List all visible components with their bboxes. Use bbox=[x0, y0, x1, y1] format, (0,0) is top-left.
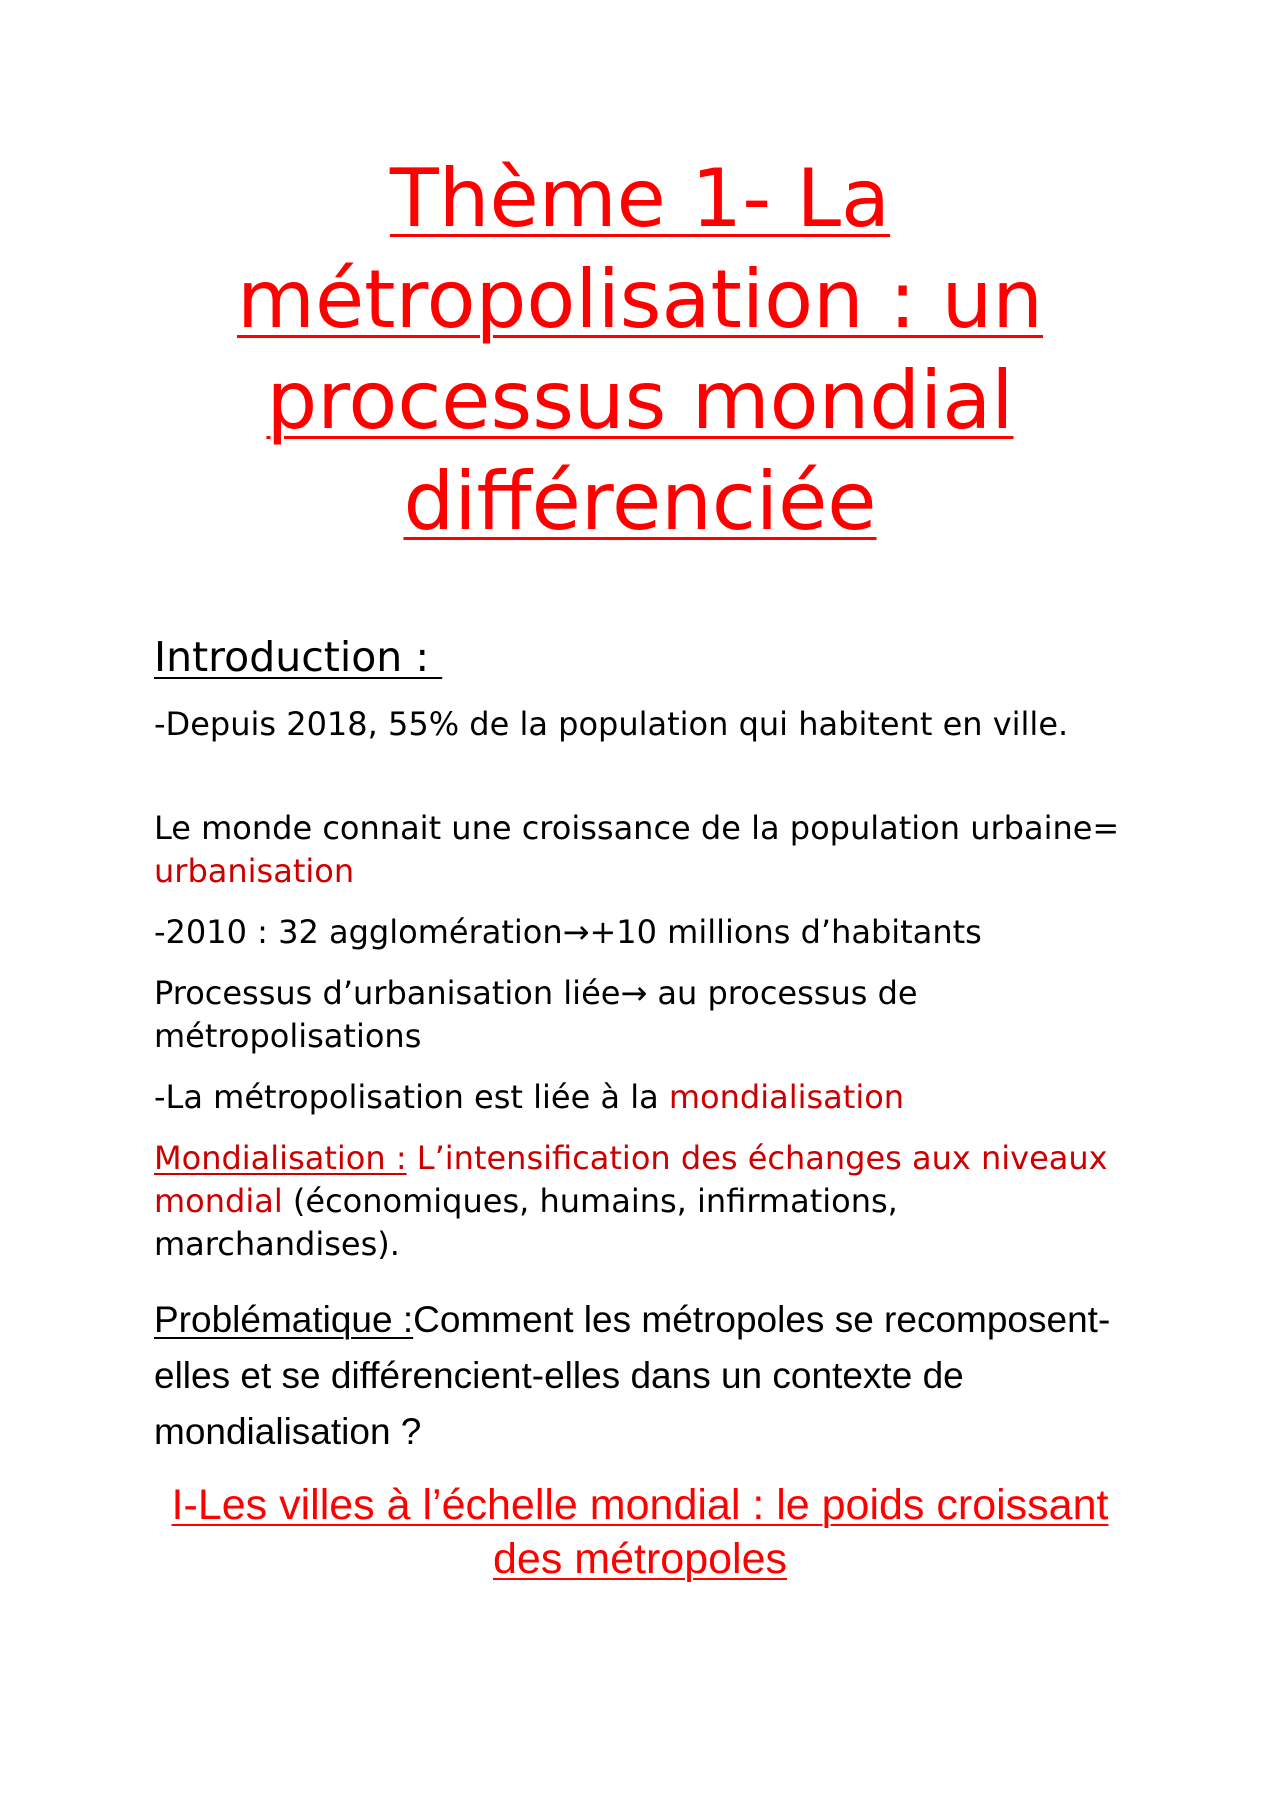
page-title: Thème 1- La métropolisation : un processus mondial différenciée bbox=[237, 152, 1043, 548]
paragraph-processus: Processus d’urbanisation liée→ au processus de métropolisations bbox=[154, 974, 918, 1055]
introduction-heading: Introduction : bbox=[154, 633, 443, 681]
paragraph-definition bbox=[154, 1137, 1124, 1266]
paragraph-urbanisation bbox=[154, 807, 1124, 893]
paragraph-urbanisation-text: Le monde connait une croissance de la population urbaine= bbox=[154, 809, 1120, 847]
problematique-label: Problématique : bbox=[154, 1299, 414, 1340]
section-title: I-Les villes à l’échelle mondial : le poids croissant des métropoles bbox=[171, 1481, 1109, 1583]
paragraph-mondialisation-link bbox=[154, 1076, 1124, 1119]
paragraph-mondialisation-text: -La métropolisation est liée à la bbox=[154, 1078, 669, 1116]
definition-label: Mondialisation : bbox=[154, 1139, 407, 1177]
definition-text: L’intensification des échanges aux niveaux mondial bbox=[154, 1139, 1108, 1220]
definition-rest: (économiques, humains, infirmations, marchandises). bbox=[154, 1182, 898, 1263]
paragraph-agglomerations: -2010 : 32 agglomération→+10 millions d’habitants bbox=[154, 913, 982, 951]
paragraph-population-statistic: -Depuis 2018, 55% de la population qui habitent en ville. bbox=[154, 705, 1069, 743]
term-urbanisation: urbanisation bbox=[154, 852, 355, 890]
term-mondialisation: mondialisation bbox=[668, 1078, 905, 1116]
problematique-text: Comment les métropoles se recomposent-elles et se différencient-elles dans un contexte de mondialisation ? bbox=[154, 1299, 1111, 1452]
problematique bbox=[154, 1292, 1114, 1460]
